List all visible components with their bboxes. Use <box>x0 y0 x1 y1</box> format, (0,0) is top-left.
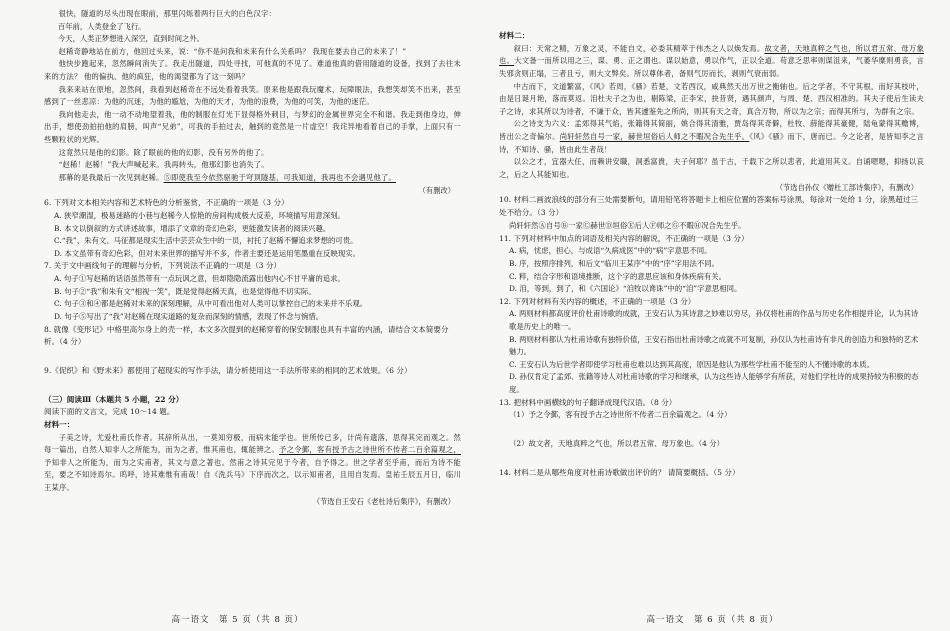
story-paragraph-3: 我来来站在原地，忽然间，我看到赵稀奇在不远处看着我笑。原来他是跟我玩魔术，玩障眼法，我想笑却笑不出来，甚至感到了一丝悲凉：为他的沉迷，为他的尴尬，为他的天才，为他的浪费，为他的可笑，为他的迷茫。 <box>44 84 461 107</box>
q11-option-d: D. 洎，等到，到了，和《六国论》“洎牧以谗诛”中的“洎”字意思相同。 <box>509 284 742 294</box>
q13-part-1: （1）予之令鄞，客有授予古之诗世所不传者二百余篇观之。（4 分） <box>509 410 732 420</box>
underlined-sentence-5: ⑤即使我至今依然驱驰于穹顶隧基，可我知道，我再也不会遇见他了。 <box>163 172 396 182</box>
material-2-part-g: 《风》《骚》而下，唐而已。今之论者，是皆知李之言诗，不知诗、骚，皆由此生者哉！ <box>499 131 924 154</box>
story-paragraph-1: 赵稀奇静地站在前方，他回过头来，说：“你不是问我和未来有什么关系吗？ 我现在要去自己的未来了！” <box>58 46 407 56</box>
material-2-paragraph-4: 以公之才，宜器大任，而赖讲安職，洞悉富貴，夫子何耶？虽于古，千载下之所以悲者，此道用其义。自诵嗯嗯，抑扬以哀之，后之人其能知也。 <box>499 157 924 179</box>
story-paragraph-2: 他快步跑起来，忽然瞬间消失了。我走出隧道，四处寻找，可他真的不见了。难道他真的借用隧道的设备，找到了去往未来的方法？ 他的偏执、他的疯狂，他的渴望都为了这一刻吗？ <box>44 59 461 81</box>
question-9: 9.《促织》和《野未来》都使用了超现实的写作手法，请分析使用这一手法所带来的相同的艺术效果。（6 分） <box>44 366 412 376</box>
source-note-1: （有删改） <box>418 186 455 196</box>
q13-part-2: （2）故文者，天地真粹之气也，所以君五常、母万象也。（4 分） <box>509 439 724 449</box>
story-paragraph-4: 我向他走去，他一动不动地望着我，他的制服在灯光下显得格外刺目，与梦幻的金属世界完全不和谐。我走到他身边，伸出手，想使劲拍拍他的肩膀，叫声“兄弟”，可我的手拍过去，触到的竟然是一片虚空！我诧异地看着自己的手掌，上面只有一些颗粒状的光辉。 <box>44 109 461 144</box>
question-7: 7. 关于文中画线句子的理解与分析，下列说法不正确的一项是（3 分） <box>44 261 282 271</box>
page-footer-right: 高一语文 第 6 页（共 8 页） <box>646 615 779 625</box>
q10-sentence: 尚轩轩然Ⓐ自号Ⓑ一家Ⓒ赫世Ⓓ垣俗Ⓔ后人Ⓕ师之Ⓖ不暇Ⓗ况合先生乎。 <box>509 220 746 230</box>
q11-option-c: C. 粹，结合字形和语境推断，这个字的意思应该和身体疾病有关。 <box>509 271 727 281</box>
q11-option-a: A. 病，忧虑，担心，与成语“久病成医”中的“病”字意思不同。 <box>509 246 712 256</box>
question-13: 13. 把材料中画横线的句子翻译成现代汉语。（8 分） <box>499 397 677 407</box>
question-11: 11. 下列对材料中加点的词语及相关内容的解说，不正确的一项是（3 分） <box>499 233 749 243</box>
q6-option-c: C.“我”、朱有文、马征都是现实生活中芸芸众生中的一员，衬托了赵稀不懈追求梦想的可贵。 <box>54 236 358 246</box>
q12-option-c: C. 王安石认为后世学者即使学习杜甫也难以达到其高度，原因是他认为那些学杜甫不能至的人不懂诗歌的本质。 <box>509 359 874 369</box>
section-3-instruction: 阅读下面的文言文，完成 10～14 题。 <box>44 407 175 417</box>
right-page <box>475 0 950 631</box>
story-paragraph-7-text: 那幕的是我最后一次见到赵稀。 <box>58 172 164 182</box>
q11-option-b: B. 序，按照序排列，和后文“临川王某序”中的“序”字用法不同。 <box>509 258 720 268</box>
q12-option-a: A. 两则材料都高度评价杜甫诗歌的成就，王安石认为其诗意之妙难以穷尽，孙仅将杜甫的作品与历史名作相提并论，认为其诗歌是历史上的唯一。 <box>509 309 919 332</box>
material-1-part-a: 子美之诗，尤爱杜甫氏作者。其辞所从出，一莫知穷极，而病未能学也。世所传已多，计尚有遗落，思得其完而观之。然每一篇出，自然人知非人之所能为，而为之者，惟其甫也，辄能辨之。 <box>44 432 461 455</box>
material-2-part-a: 叙曰：天常之精，万象之灵，不能自文，必委其精萃于伟杰之人以焕发焉。 <box>513 43 765 53</box>
material-2-underlined: 故文者，天地真粹之气也，所以君五常、母万象也。 <box>499 43 924 66</box>
story-paragraph-7 <box>44 172 461 185</box>
page-footer-left: 高一语文 第 5 页（共 8 页） <box>171 615 304 625</box>
material-2-paragraph-3 <box>499 118 924 156</box>
q6-option-a: A. 狭窄潮湿，极易迷路的小巷与赵稀今人惊艳的房间构成极大反差，环境描写用意深刻。 <box>54 211 345 221</box>
material-2-part-e: 公之诗支为六义：孟郊得其气焰，张籍得其简丽，姚合得其清雅，贾岛得其奇僻，杜牧、薛能得其豪健，陆龟蒙得其赡博，皆出公之奇偏尔。 <box>499 119 924 141</box>
q7-option-b: B. 句子②“我”和朱有文“相视一笑”，既是觉得赵稀天真，也是觉得他不切实际。 <box>54 286 316 296</box>
question-6: 6. 下列对文本相关内容和艺术特色的分析鉴赏，不正确的一项是（3 分） <box>44 198 289 208</box>
material-2-paragraph-1 <box>499 43 924 81</box>
q7-option-c: C. 句子③和④都是赵稀对未来的深刻理解，从中可看出他对人类可以掌控自己的未来并不乐观。 <box>54 299 368 309</box>
question-10: 10. 材料二画波浪线的部分有三处需要断句，请用铅笔将答题卡上相应位置的答案标号涂黑，每涂对一处给 1 分，涂黑超过三处不给分。（3 分） <box>499 195 919 218</box>
material-1-underlined: 予之令鄞，客有授予古之诗世所不传者二百余篇观之， <box>279 445 461 455</box>
material-1-part-c: 予知非人之所能为，而为之实甫者，其文与意之著也。然甫之诗其完见于今者，自予得之。世之学者至乎甫，而后为诗不能至，要之不知诗焉尔。呜呼，诗其难惟有甫哉！自《洗兵马》下序而次之，以示知甫者，且用自发焉。皇祐壬辰五月日，临川王某序。 <box>44 457 461 493</box>
q12-option-d: D. 孙仅肯定了孟郊、张籍等诗人对杜甫诗歌的学习和继承，认为这些诗人能够学有所获，对他们学杜诗的成果持较为积极的态度。 <box>509 372 919 395</box>
story-paragraph-6: “赵稀！赵稀！”我大声喊起来。我再转头，他那幻影也消失了。 <box>58 160 269 170</box>
story-paragraph-5: 这竟然只是他的幻影。除了眼前的他的幻影，没有另外的他了。 <box>58 147 269 157</box>
question-14: 14. 材料二是从哪些角度对杜甫诗歌做出评价的？ 请简要概括。（5 分） <box>499 467 740 477</box>
q7-option-d: D. 句子⑤写出了“我”对赵稀在现实道路的复杂而深刻的情感，表现了怀念与惋惜。 <box>54 312 324 322</box>
q7-option-a: A. 句子①写赵稀的话语虽然带有一点玩讽之意，但却隐隐流露出他内心不甘平庸的追求。 <box>54 274 345 284</box>
source-note-3: （节选自孙仅《赠杜工部诗集序》，有删改） <box>775 183 918 193</box>
material-2-part-c: 大文备一而所以用之三，谋、勇、正之谓也。谋以始意，勇以作气，正以全道。苟意乏思率则谋沮来，气萎华糜则勇丧，言失邪贪则正塌，三者且亏，则大文弊矣。所以尊体者，备则气厉而长，剥则气衰而弱。 <box>499 56 924 78</box>
q6-option-b: B. 本文以倒叙的方式讲述故事，增添了文章的奇幻色彩，更能激发读者的阅读兴趣。 <box>54 223 331 233</box>
material-2-paragraph-2: 中古而下，文道繁富，《风》若周，《骚》若楚，文若西汉，咸典然天出万世之衡轴也。后之学者，不守其根，而好其枝叶，由是日诞月艳，落而莫返。洎杜夫子之为也，剔陈梁，正李宋，抉昔贤，遇其颜声，与周、楚、西汉相准的。其夫子使后生读夫子之诗，求其所以为诗者，不谦于众，皆其遽鉴先之所尚，则其有天之奇，真合万物，所以为之宗；而得其所与，为群有之宗。 <box>499 81 924 116</box>
material-2-wavy-line: 尚轩轩然自号一家，赫世垣俗后人师之不暇况合先生乎。 <box>559 131 750 141</box>
material-1-title: 材料一： <box>44 419 75 429</box>
question-8: 8. 就像《变形记》中格里高尔身上的壳一样，本文多次提到的赵稀穿着的保安制服也具有丰富的内涵，请结合文本简要分析。（4 分） <box>44 324 449 347</box>
section-3-title: （三）阅读Ⅲ（本题共 5 小题，22 分） <box>44 395 184 405</box>
poem-line-1: 百年前，人类登金了飞行。 <box>58 21 146 31</box>
material-1-text <box>44 432 461 495</box>
source-note-2: （节选自王安石《老杜诗后集序》，有删改） <box>312 496 455 506</box>
q6-option-d: D. 本文虽带有奇幻色彩，但对未来世界的描写并不多，作者主要还是运用笔墨重在反映现实。 <box>54 248 360 258</box>
poem-intro: 很快，隧道的尽头出现在眼前，那里闪烁着两行巨大的白色汉字： <box>58 9 277 18</box>
question-12: 12. 下列对材料有关内容的概述，不正确的一项是（3 分） <box>499 296 696 306</box>
q12-option-b: B. 两则材料都认为杜甫诗歌有独特价值，王安石指出杜甫诗歌之成就不可复制，孙仅认为杜甫诗有非凡的创造力和独特的艺术魅力。 <box>509 334 919 357</box>
material-2-title: 材料二： <box>499 31 530 40</box>
poem-line-2: 今天，人类正梦想进入深空，直到时间之外。 <box>58 34 204 44</box>
